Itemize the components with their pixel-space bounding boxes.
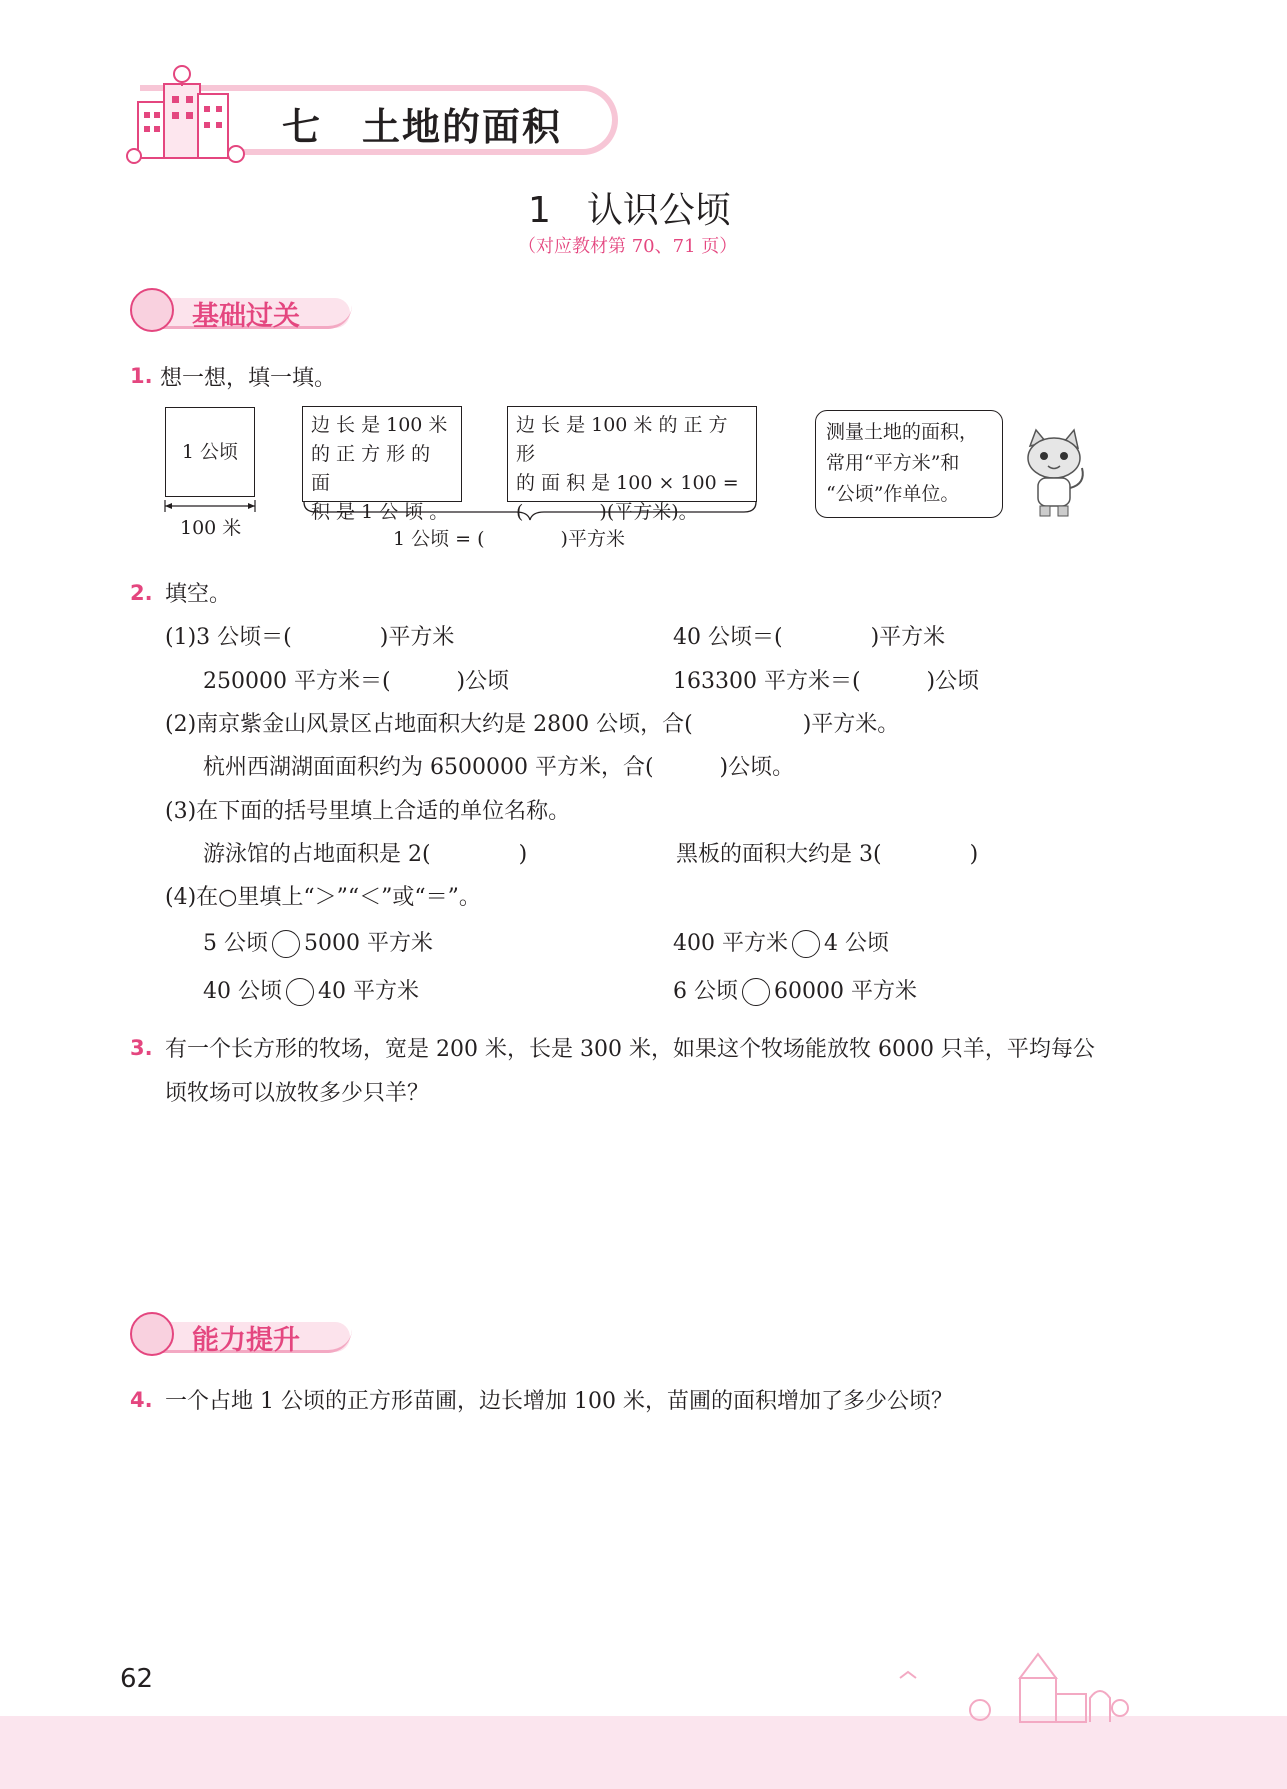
box-line: 积 是 1 公 顷 。 — [311, 501, 449, 523]
instruction: (4)在○里填上“＞”“＜”或“＝”。 — [165, 885, 481, 910]
comparison-left: 6 公顷 — [673, 979, 738, 1004]
question-number: 1. — [130, 364, 153, 388]
fill-blank: 杭州西湖湖面面积约为 6500000 平方米，合( )公顷。 — [203, 755, 795, 780]
dimension-arrow — [163, 499, 257, 513]
fill-blank: 163300 平方米＝( )公顷 — [673, 669, 980, 694]
chapter-title: 七 土地的面积 — [282, 105, 563, 149]
bubble-line: “公顷”作单位。 — [826, 483, 960, 505]
box-line: 的 面 积 是 100 × 100 = — [516, 472, 739, 494]
fill-blank: 40 公顷＝( )平方米 — [673, 625, 946, 650]
question-text: 有一个长方形的牧场，宽是 200 米，长是 300 米，如果这个牧场能放牧 6000 只羊，平均每公 — [165, 1037, 1095, 1062]
question-number: 3. — [130, 1036, 153, 1060]
instruction: (3)在下面的括号里填上合适的单位名称。 — [165, 799, 571, 824]
section-header-basic — [130, 286, 360, 334]
compare-circle[interactable] — [286, 978, 314, 1006]
fill-blank: (2)南京紫金山风景区占地面积大约是 2800 公顷，合( )平方米。 — [165, 712, 900, 737]
question-text: 一个占地 1 公顷的正方形苗圃，边长增加 100 米，苗圃的面积增加了多少公顷？ — [165, 1389, 953, 1414]
bubble-line: 常用“平方米”和 — [826, 452, 960, 474]
comparison-right: 60000 平方米 — [774, 979, 917, 1004]
conclusion-line: 1 公顷 = ( )平方米 — [393, 528, 625, 550]
section-label: 基础过关 — [192, 301, 300, 332]
cat-mascot-icon — [1020, 428, 1090, 518]
comparison-right: 4 公顷 — [824, 931, 889, 956]
kid-face-icon — [130, 288, 174, 332]
comparison-right: 40 平方米 — [318, 979, 419, 1004]
comparison-item — [203, 974, 419, 1006]
question-number: 4. — [130, 1388, 153, 1412]
speech-bubble — [815, 410, 1003, 518]
question-prompt: 填空。 — [165, 582, 232, 607]
hectare-square — [165, 407, 255, 497]
fill-blank: 250000 平方米＝( )公顷 — [203, 669, 510, 694]
lesson-reference: （对应教材第 70、71 页） — [518, 236, 738, 257]
question-number: 2. — [130, 581, 153, 605]
fill-blank: 黑板的面积大约是 3( ) — [676, 842, 979, 867]
fill-blank: 游泳馆的占地面积是 2( ) — [203, 842, 528, 867]
castle-house-icon — [880, 1648, 1180, 1728]
page-number: 62 — [120, 1664, 154, 1694]
kid-face-icon — [130, 1312, 174, 1356]
bracket-brace — [302, 500, 758, 522]
box-line: 边 长 是 100 米 的 正 方 形 — [516, 414, 728, 465]
compare-circle[interactable] — [742, 978, 770, 1006]
dimension-label: 100 米 — [180, 517, 242, 539]
compare-circle[interactable] — [272, 930, 300, 958]
bubble-line: 测量土地的面积， — [826, 421, 979, 443]
comparison-item — [203, 926, 433, 958]
square-label: 1 公顷 — [181, 440, 239, 463]
question-text: 顷牧场可以放牧多少只羊？ — [165, 1081, 430, 1106]
lesson-title: 1 认识公顷 — [528, 190, 731, 231]
comparison-item — [673, 926, 889, 958]
comparison-right: 5000 平方米 — [304, 931, 433, 956]
fill-blank: (1)3 公顷＝( )平方米 — [165, 625, 455, 650]
section-label: 能力提升 — [192, 1325, 300, 1356]
comparison-left: 5 公顷 — [203, 931, 268, 956]
box-line: 的 正 方 形 的 面 — [311, 443, 431, 494]
comparison-left: 40 公顷 — [203, 979, 282, 1004]
info-box-calculation — [507, 406, 757, 523]
compare-circle[interactable] — [792, 930, 820, 958]
box-line: 边 长 是 100 米 — [311, 414, 448, 436]
question-prompt: 想一想，填一填。 — [160, 366, 337, 391]
comparison-left: 400 平方米 — [673, 931, 788, 956]
info-box-definition — [302, 406, 462, 523]
section-header-advanced — [130, 1310, 360, 1358]
box-line: ( )(平方米)。 — [516, 501, 698, 523]
comparison-item — [673, 974, 917, 1006]
city-buildings-icon — [124, 62, 254, 166]
